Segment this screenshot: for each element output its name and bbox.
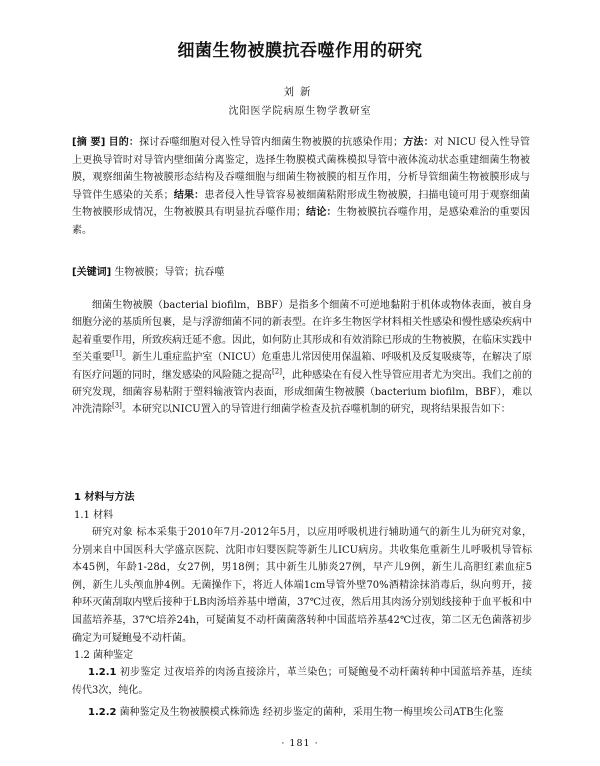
author-affiliation: 沈阳医学院病原生物学教研室 — [228, 106, 372, 117]
subsection-heading-strain-identification: 1.2 菌种鉴定 — [74, 650, 134, 661]
abstract-method-text: 对 NICU 侵入性导管上更换导管时对导管内壁细菌分离鉴定，选择生物膜模式菌株模拟导管中液体流动状态重建细菌生物被膜，观察细菌生物被膜形态结构及吞噬细胞与细菌生物被膜的相互作用，分析导管细菌生物被膜形成与导管伴生感染的关系； — [72, 137, 531, 201]
paragraph-research-subjects: 研究对象 标本采集于2010年7月-2012年5月，以应用呼吸机进行辅助通气的新生儿为研究对象，分别来自中国医科大学盛京医院、沈阳市妇婴医院等新生儿ICU病房。共收集危重新生儿呼吸机导管标本45例，年龄1-28d，女27例，男18例；其中新生儿肺炎27例，早产儿9例，新生儿高胆红素血症5例，新生儿头颅血肿4例。无菌操作下，将近人体端1cm导管外壁70%酒精涂抹消毒后，纵向剪开，接种环灭菌刮取内壁后接种于LB肉汤培养基中增菌，37℃过夜，然后用其肉汤分别划线接种于血平板和中国蓝培养基，37℃培养24h，可疑菌复不动杆菌菌落转种中国蓝培养基42℃过夜，第二区无色菌落初步确定为可疑鲍曼不动杆菌。 — [72, 527, 532, 644]
abstract-aim-label: 目的： — [108, 137, 140, 148]
abstract-conclusion-label: 结论： — [306, 207, 337, 219]
introduction-paragraph — [72, 297, 532, 419]
subsection-heading-materials: 1.1 材料 — [74, 510, 114, 521]
abstract-aim-text: 探讨吞噬细胞对侵入性导管内细菌生物被膜的抗感染作用； — [139, 137, 404, 148]
abstract-result-label: 结果： — [173, 189, 205, 201]
citation-1: [1] — [112, 349, 123, 358]
abstract-block — [72, 134, 530, 240]
paragraph-initial-identification — [72, 664, 532, 699]
paragraph-strain-screening — [72, 704, 532, 722]
abstract-method-label: 方法： — [403, 137, 434, 148]
intro-text-part2: 。新生儿重症监护室（NICU）危重患儿常因使用保温箱、呼吸机及反复吸痰等，在解决了原有医疗问题的同时，继发感染的风险随之提高 — [72, 352, 533, 381]
section-heading-materials-methods: 1 材料与方法 — [74, 492, 135, 503]
paragraph-122-text: 菌种鉴定及生物被膜模式株筛选 经初步鉴定的菌种，采用生物一梅里埃公司ATB生化鉴 — [119, 707, 504, 718]
paper-title: 细菌生物被膜抗吞噬作用的研究 — [177, 41, 423, 61]
citation-2: [2] — [272, 367, 282, 376]
citation-3: [3] — [112, 402, 122, 411]
intro-text-part1: 细菌生物被膜（bacterial biofilm，BBF）是指多个细菌不可逆地黏附于机体或物体表面，被自身细胞分泌的基质所包裹，是与浮游细菌不同的新表型。在许多生物医学材料相关性感染和慢性感染疾病中起着重要作用，所致疾病迁延不愈。因此，如何防止其形成和有效消除已形成的生物被膜，在临床实践中至关重要 — [72, 300, 532, 364]
keywords-block — [72, 264, 530, 282]
paragraph-121-text: 初步鉴定 过夜培养的肉汤直接涂片，革兰染色；可疑鲍曼不动杆菌转种中国蓝培养基，连续传代3次，纯化。 — [72, 667, 532, 696]
page-number: · 181 · — [281, 738, 319, 749]
keywords-text: 生物被膜；导管；抗吞噬 — [114, 267, 225, 278]
subsubsection-number-122: 1.2.2 — [88, 707, 117, 718]
abstract-conclusion-text: 生物被膜抗吞噬作用，是感染难治的重要因素。 — [72, 207, 531, 236]
abstract-label: [摘 要] — [72, 137, 106, 148]
intro-text-part3: ，此种感染在有侵入性导管应用者尤为突出。我们之前的研究发现，细菌容易粘附于塑料输液管内表面，形成细菌生物被膜（bacterium biofilm，BBF），难以冲洗清除 — [72, 369, 533, 416]
author-name: 刘新 — [283, 86, 317, 98]
subsubsection-number-121: 1.2.1 — [88, 667, 117, 678]
abstract-result-text: 患者侵入性导管容易被细菌粘附形成生物被膜，扫描电镜可用于观察细菌生物被膜形成情况，生物被膜具有明显抗吞噬作用； — [72, 189, 531, 219]
intro-text-part4: 。本研究以NICU置入的导管进行细菌学检查及抗吞噬机制的研究，现将结果报告如下： — [121, 404, 511, 416]
keywords-label: [关键词] — [72, 267, 112, 278]
